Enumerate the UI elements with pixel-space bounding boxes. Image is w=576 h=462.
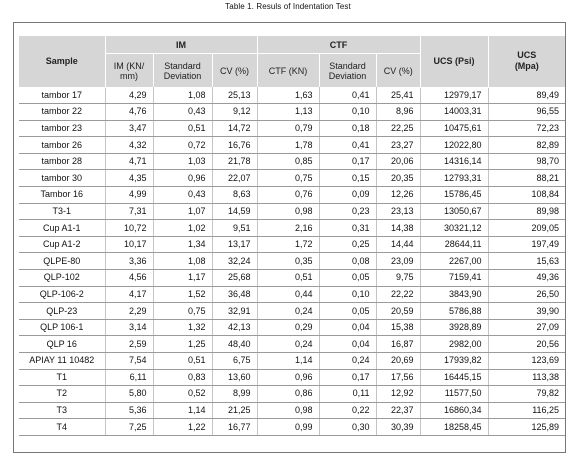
cell-ucs-psi: 2982,00 [420, 336, 488, 353]
table-row [19, 187, 565, 204]
cell-ctf: 0,99 [257, 419, 319, 436]
header-ctf-cv: CV (%) [376, 54, 420, 88]
cell-ucs-mpa: 96,55 [488, 104, 565, 121]
header-im-cv: CV (%) [212, 54, 257, 88]
cell-ctf-cv: 23,13 [376, 203, 420, 220]
table-row [19, 369, 565, 386]
cell-ctf: 1,72 [257, 236, 319, 253]
cell-ucs-psi: 5786,88 [420, 303, 488, 320]
cell-im-std-dev: 1,17 [153, 270, 212, 287]
cell-im-std-dev: 0,96 [153, 170, 212, 187]
cell-ucs-mpa: 197,49 [488, 236, 565, 253]
cell-ucs-mpa: 125,89 [488, 419, 565, 436]
header-sample: Sample [19, 36, 105, 87]
cell-ctf: 1,14 [257, 353, 319, 370]
cell-im-std-dev: 1,03 [153, 153, 212, 170]
cell-ctf-cv: 12,26 [376, 187, 420, 204]
header-ctf-group: CTF [257, 36, 420, 54]
cell-ctf-cv: 22,25 [376, 120, 420, 137]
header-im-group: IM [105, 36, 257, 54]
cell-im-std-dev: 1,08 [153, 253, 212, 270]
cell-im-cv: 16,76 [212, 137, 257, 154]
cell-ctf: 0,29 [257, 319, 319, 336]
cell-ctf-cv: 30,39 [376, 419, 420, 436]
cell-im-std-dev: 0,72 [153, 137, 212, 154]
header-ctf-kn: CTF (KN) [257, 54, 319, 88]
cell-ucs-mpa: 27,09 [488, 319, 565, 336]
cell-im-std-dev: 1,08 [153, 87, 212, 104]
cell-im: 4,56 [105, 270, 153, 287]
table-row [19, 319, 565, 336]
cell-im-cv: 36,48 [212, 286, 257, 303]
cell-im-cv: 6,75 [212, 353, 257, 370]
cell-ctf-std-dev: 0,17 [319, 153, 376, 170]
cell-im-cv: 13,60 [212, 369, 257, 386]
cell-ctf-std-dev: 0,04 [319, 319, 376, 336]
cell-im: 2,29 [105, 303, 153, 320]
header-im-kn [105, 54, 153, 88]
cell-im-cv: 32,24 [212, 253, 257, 270]
cell-ctf-cv: 12,92 [376, 386, 420, 403]
cell-sample: tambor 22 [19, 104, 105, 121]
cell-im-cv: 14,59 [212, 203, 257, 220]
cell-ctf-std-dev: 0,41 [319, 87, 376, 104]
cell-ucs-mpa: 98,70 [488, 153, 565, 170]
cell-im: 2,59 [105, 336, 153, 353]
cell-sample: tambor 23 [19, 120, 105, 137]
cell-ctf-cv: 23,27 [376, 137, 420, 154]
cell-ucs-mpa: 72,23 [488, 120, 565, 137]
cell-im-std-dev: 1,52 [153, 286, 212, 303]
cell-ctf-std-dev: 0,10 [319, 286, 376, 303]
cell-sample: Cup A1-1 [19, 220, 105, 237]
cell-ucs-psi: 16445,15 [420, 369, 488, 386]
cell-im-cv: 21,25 [212, 402, 257, 419]
cell-im: 4,35 [105, 170, 153, 187]
cell-ucs-psi: 16860,34 [420, 402, 488, 419]
cell-ctf: 0,44 [257, 286, 319, 303]
table-row [19, 120, 565, 137]
cell-ucs-psi: 12793,31 [420, 170, 488, 187]
cell-im: 7,54 [105, 353, 153, 370]
cell-ctf-std-dev: 0,18 [319, 120, 376, 137]
header-im-std-dev-line2: Deviation [163, 70, 202, 81]
table-row [19, 236, 565, 253]
cell-sample: T3 [19, 402, 105, 419]
cell-ctf-cv: 20,59 [376, 303, 420, 320]
cell-ucs-psi: 10475,61 [420, 120, 488, 137]
cell-im-cv: 42,13 [212, 319, 257, 336]
cell-sample: QLP 16 [19, 336, 105, 353]
cell-sample: T3-1 [19, 203, 105, 220]
cell-ucs-psi: 3843,90 [420, 286, 488, 303]
cell-im-std-dev: 1,25 [153, 336, 212, 353]
cell-ucs-mpa: 20,56 [488, 336, 565, 353]
cell-im-std-dev: 1,22 [153, 419, 212, 436]
cell-im: 3,36 [105, 253, 153, 270]
cell-ctf: 0,75 [257, 170, 319, 187]
header-ucs-mpa-line2: (Mpa) [514, 61, 539, 72]
cell-ucs-psi: 12022,80 [420, 137, 488, 154]
table-row [19, 203, 565, 220]
cell-sample: QLPE-80 [19, 253, 105, 270]
cell-ctf-std-dev: 0,04 [319, 336, 376, 353]
cell-ctf: 0,86 [257, 386, 319, 403]
cell-im-cv: 25,13 [212, 87, 257, 104]
cell-ucs-psi: 11577,50 [420, 386, 488, 403]
cell-im-std-dev: 0,52 [153, 386, 212, 403]
table-row [19, 402, 565, 419]
header-group-row [19, 36, 565, 54]
cell-im: 10,17 [105, 236, 153, 253]
cell-ctf-cv: 15,38 [376, 319, 420, 336]
cell-ucs-mpa: 39,90 [488, 303, 565, 320]
table-row [19, 270, 565, 287]
table-row [19, 303, 565, 320]
cell-im: 4,99 [105, 187, 153, 204]
indentation-results-table [19, 36, 565, 436]
cell-ctf: 0,51 [257, 270, 319, 287]
cell-im-cv: 9,51 [212, 220, 257, 237]
cell-ucs-psi: 3928,89 [420, 319, 488, 336]
cell-im: 6,11 [105, 369, 153, 386]
cell-im-cv: 25,68 [212, 270, 257, 287]
cell-im-std-dev: 0,75 [153, 303, 212, 320]
table-row [19, 153, 565, 170]
table-row [19, 386, 565, 403]
cell-ucs-mpa: 82,89 [488, 137, 565, 154]
cell-ctf: 0,98 [257, 402, 319, 419]
cell-ctf-cv: 25,41 [376, 87, 420, 104]
cell-ucs-mpa: 49,36 [488, 270, 565, 287]
cell-sample: QLP-106-2 [19, 286, 105, 303]
cell-sample: T2 [19, 386, 105, 403]
cell-ctf-cv: 9,75 [376, 270, 420, 287]
cell-ctf-cv: 22,22 [376, 286, 420, 303]
cell-ctf: 0,35 [257, 253, 319, 270]
cell-ctf: 0,79 [257, 120, 319, 137]
cell-ucs-psi: 14316,14 [420, 153, 488, 170]
cell-im: 5,80 [105, 386, 153, 403]
table-row [19, 170, 565, 187]
cell-ctf-cv: 20,35 [376, 170, 420, 187]
table-row [19, 87, 565, 104]
cell-ctf-std-dev: 0,17 [319, 369, 376, 386]
cell-ctf-cv: 20,69 [376, 353, 420, 370]
header-ucs-mpa-text [515, 50, 539, 72]
header-im-std-dev-line1: Standard [164, 60, 201, 71]
cell-ucs-mpa: 26,50 [488, 286, 565, 303]
cell-im: 5,36 [105, 402, 153, 419]
cell-im: 3,14 [105, 319, 153, 336]
cell-ctf: 1,63 [257, 87, 319, 104]
cell-ctf-std-dev: 0,11 [319, 386, 376, 403]
cell-im: 4,71 [105, 153, 153, 170]
cell-ctf-std-dev: 0,05 [319, 303, 376, 320]
table-row [19, 336, 565, 353]
cell-im: 10,72 [105, 220, 153, 237]
cell-im: 3,47 [105, 120, 153, 137]
cell-ctf-std-dev: 0,24 [319, 353, 376, 370]
cell-ctf-std-dev: 0,08 [319, 253, 376, 270]
cell-ucs-mpa: 15,63 [488, 253, 565, 270]
cell-ctf-cv: 14,44 [376, 236, 420, 253]
cell-ucs-mpa: 113,38 [488, 369, 565, 386]
cell-im-cv: 21,78 [212, 153, 257, 170]
cell-im-std-dev: 1,34 [153, 236, 212, 253]
header-im-std-dev [153, 54, 212, 88]
header-ucs-psi: UCS (Psi) [420, 36, 488, 87]
cell-ctf-cv: 22,37 [376, 402, 420, 419]
cell-ucs-mpa: 89,49 [488, 87, 565, 104]
cell-im-cv: 14,72 [212, 120, 257, 137]
table-frame [13, 22, 566, 453]
cell-ctf-cv: 23,09 [376, 253, 420, 270]
cell-ctf-std-dev: 0,30 [319, 419, 376, 436]
cell-im-std-dev: 0,51 [153, 353, 212, 370]
cell-ucs-psi: 30321,12 [420, 220, 488, 237]
cell-ucs-psi: 15786,45 [420, 187, 488, 204]
cell-ctf-std-dev: 0,31 [319, 220, 376, 237]
cell-ctf-std-dev: 0,23 [319, 203, 376, 220]
cell-im-cv: 16,77 [212, 419, 257, 436]
cell-ctf-cv: 16,87 [376, 336, 420, 353]
header-ctf-std-dev-line1: Standard [329, 60, 366, 71]
table-row [19, 220, 565, 237]
cell-ctf: 0,24 [257, 336, 319, 353]
cell-ctf-cv: 20,06 [376, 153, 420, 170]
cell-ucs-mpa: 108,84 [488, 187, 565, 204]
cell-sample: tambor 30 [19, 170, 105, 187]
cell-im-cv: 8,99 [212, 386, 257, 403]
cell-ucs-psi: 18258,45 [420, 419, 488, 436]
header-ucs-mpa-line1: UCS [517, 50, 537, 61]
cell-im-std-dev: 1,02 [153, 220, 212, 237]
cell-ucs-mpa: 116,25 [488, 402, 565, 419]
cell-im: 4,32 [105, 137, 153, 154]
cell-ucs-psi: 2267,00 [420, 253, 488, 270]
cell-sample: T1 [19, 369, 105, 386]
cell-ctf-cv: 17,56 [376, 369, 420, 386]
cell-ctf-cv: 14,38 [376, 220, 420, 237]
cell-ucs-mpa: 89,98 [488, 203, 565, 220]
header-ctf-std-dev [319, 54, 376, 88]
cell-sample: Cup A1-2 [19, 236, 105, 253]
cell-ctf-std-dev: 0,10 [319, 104, 376, 121]
cell-ucs-mpa: 79,82 [488, 386, 565, 403]
cell-im-cv: 48,40 [212, 336, 257, 353]
cell-ctf-std-dev: 0,15 [319, 170, 376, 187]
cell-im: 4,76 [105, 104, 153, 121]
cell-ctf-std-dev: 0,41 [319, 137, 376, 154]
cell-ctf: 1,13 [257, 104, 319, 121]
cell-sample: tambor 26 [19, 137, 105, 154]
cell-ucs-mpa: 88,21 [488, 170, 565, 187]
cell-im-std-dev: 0,43 [153, 187, 212, 204]
table-row [19, 353, 565, 370]
cell-im-std-dev: 0,83 [153, 369, 212, 386]
cell-im-cv: 9,12 [212, 104, 257, 121]
cell-sample: tambor 28 [19, 153, 105, 170]
header-im-kn-line2: mm) [120, 70, 138, 81]
cell-im: 7,31 [105, 203, 153, 220]
cell-ucs-psi: 7159,41 [420, 270, 488, 287]
cell-ctf-std-dev: 0,05 [319, 270, 376, 287]
header-ucs-mpa [488, 36, 565, 87]
cell-ctf: 0,98 [257, 203, 319, 220]
cell-sample: Tambor 16 [19, 187, 105, 204]
cell-ctf-std-dev: 0,09 [319, 187, 376, 204]
cell-sample: QLP-23 [19, 303, 105, 320]
cell-ucs-psi: 28644,11 [420, 236, 488, 253]
cell-ucs-psi: 14003,31 [420, 104, 488, 121]
cell-im-std-dev: 0,43 [153, 104, 212, 121]
cell-ctf: 0,24 [257, 303, 319, 320]
cell-ctf: 0,96 [257, 369, 319, 386]
table-row [19, 419, 565, 436]
table-row [19, 286, 565, 303]
cell-sample: tambor 17 [19, 87, 105, 104]
cell-sample: APIAY 11 10482 [19, 353, 105, 370]
cell-im-cv: 13,17 [212, 236, 257, 253]
cell-im: 7,25 [105, 419, 153, 436]
header-ctf-std-dev-line2: Deviation [328, 70, 367, 81]
table-row [19, 137, 565, 154]
cell-sample: QLP-102 [19, 270, 105, 287]
cell-sample: QLP 106-1 [19, 319, 105, 336]
cell-im-std-dev: 0,51 [153, 120, 212, 137]
cell-ctf-cv: 8,96 [376, 104, 420, 121]
cell-sample: T4 [19, 419, 105, 436]
table-row [19, 253, 565, 270]
cell-ctf: 2,16 [257, 220, 319, 237]
cell-ctf: 0,76 [257, 187, 319, 204]
cell-im-std-dev: 1,32 [153, 319, 212, 336]
cell-ctf-std-dev: 0,22 [319, 402, 376, 419]
cell-im-std-dev: 1,14 [153, 402, 212, 419]
cell-ctf-std-dev: 0,25 [319, 236, 376, 253]
cell-im-cv: 32,91 [212, 303, 257, 320]
cell-ctf: 1,78 [257, 137, 319, 154]
cell-ucs-psi: 17939,82 [420, 353, 488, 370]
cell-ucs-mpa: 123,69 [488, 353, 565, 370]
cell-im: 4,29 [105, 87, 153, 104]
cell-ucs-mpa: 209,05 [488, 220, 565, 237]
cell-ucs-psi: 12979,17 [420, 87, 488, 104]
header-im-kn-line1: IM (KN/ [113, 60, 145, 71]
table-row [19, 104, 565, 121]
table-body [19, 87, 565, 435]
cell-ctf: 0,85 [257, 153, 319, 170]
table-caption: Table 1. Resuls of Indentation Test [225, 2, 351, 11]
cell-im-cv: 8,63 [212, 187, 257, 204]
cell-im: 4,17 [105, 286, 153, 303]
cell-ucs-psi: 13050,67 [420, 203, 488, 220]
cell-im-std-dev: 1,07 [153, 203, 212, 220]
cell-im-cv: 22,07 [212, 170, 257, 187]
